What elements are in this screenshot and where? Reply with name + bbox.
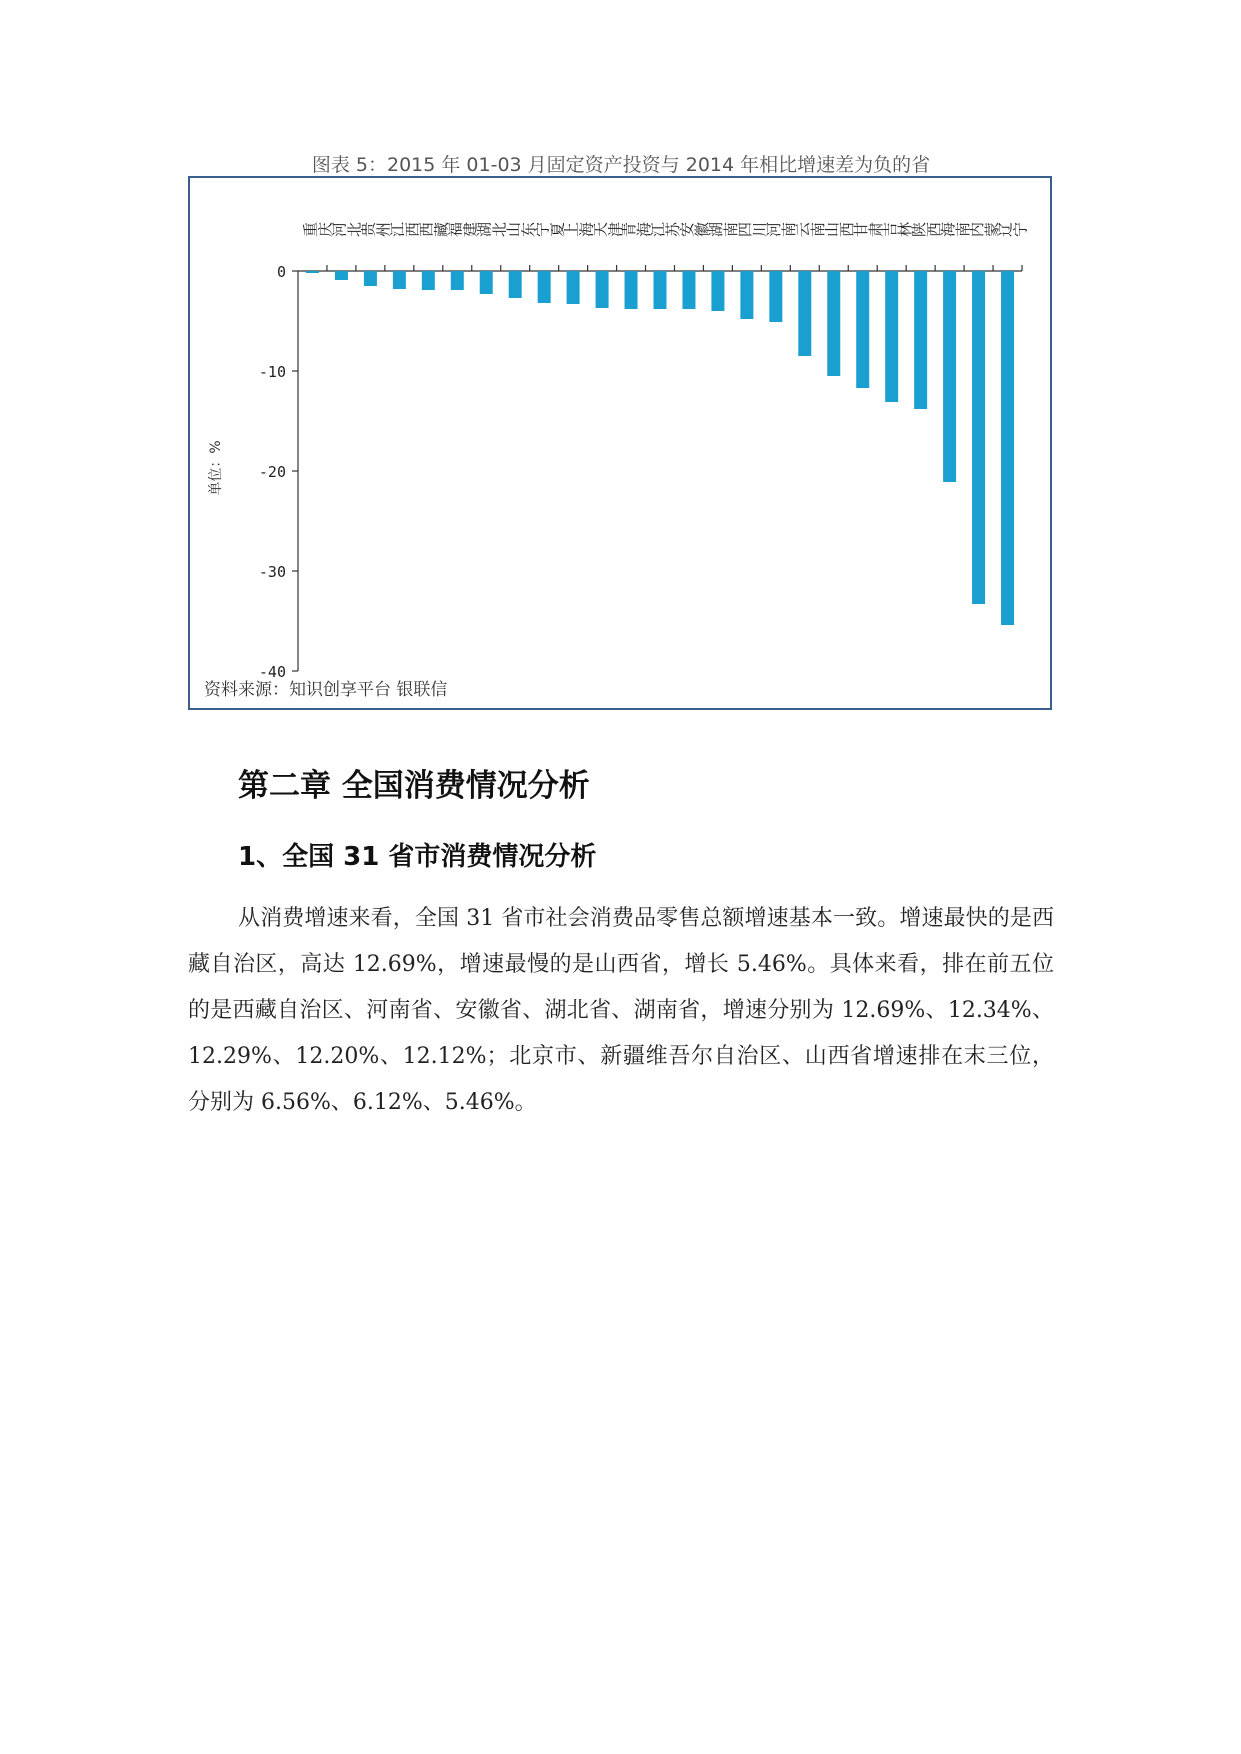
bar — [856, 271, 869, 388]
category-label: 吉林 — [881, 221, 912, 239]
y-tick-label: -10 — [258, 363, 286, 381]
bar-chart — [188, 176, 1052, 710]
bar — [740, 271, 753, 319]
category-label: 湖南 — [707, 221, 738, 239]
bar — [393, 271, 406, 289]
figure-caption: 图表 5：2015 年 01-03 月固定资产投资与 2014 年相比增速差为负的省 — [311, 154, 931, 176]
bar — [769, 271, 782, 322]
category-label: 安徽 — [678, 221, 709, 239]
chart-svg — [190, 178, 1050, 708]
category-label: 江苏 — [650, 221, 680, 239]
y-tick-label: -30 — [258, 563, 286, 581]
category-label: 西藏 — [418, 221, 449, 239]
category-label: 青海 — [621, 221, 652, 239]
category-label: 宁夏 — [534, 221, 565, 239]
bar — [480, 271, 493, 294]
bar — [335, 271, 348, 280]
category-label: 河北 — [331, 221, 362, 239]
bar — [711, 271, 724, 311]
category-label: 江西 — [389, 221, 420, 239]
bar — [972, 271, 985, 604]
bar — [827, 271, 840, 376]
category-label: 辽宁 — [997, 221, 1028, 239]
bar — [596, 271, 609, 308]
category-label: 海南 — [939, 221, 970, 239]
category-label: 天津 — [592, 221, 623, 239]
bar — [625, 271, 638, 309]
bar — [682, 271, 695, 309]
bar — [798, 271, 811, 356]
bar — [943, 271, 956, 482]
bar — [914, 271, 927, 409]
category-label: 福建 — [447, 221, 478, 239]
bar — [306, 271, 319, 273]
bar — [422, 271, 435, 290]
category-label: 湖北 — [476, 221, 507, 239]
bar — [509, 271, 522, 298]
category-label: 上海 — [563, 221, 594, 239]
category-label: 四川 — [736, 221, 767, 239]
category-label: 陕西 — [910, 221, 941, 239]
category-label: 重庆 — [302, 221, 333, 239]
category-label: 贵州 — [360, 221, 391, 239]
bar — [364, 271, 377, 286]
bar — [451, 271, 464, 290]
chart-source: 资料来源：知识创享平台 银联信 — [204, 680, 448, 700]
body-paragraph: 从消费增速来看，全国 31 省市社会消费品零售总额增速基本一致。增速最快的是西藏自治区，高达 12.69%，增速最慢的是山西省，增长 5.46%。具体来看，排在前五位的是西藏自治区、河南省、安徽省、湖北省、湖南省，增速分别为 12.69%、12.34%、12.29%、12.20%、12.12%；北京市、新疆维吾尔自治区、山西省增速排在末三位，分别为 6.56%、6.12%、5.46%。 — [188, 906, 1054, 1115]
category-label: 甘肃 — [852, 221, 883, 239]
bar — [1001, 271, 1014, 625]
y-axis-title: 单位：% — [208, 440, 224, 496]
bar — [885, 271, 898, 402]
category-label: 山西 — [823, 221, 854, 239]
y-tick-label: -20 — [258, 463, 286, 481]
bar — [538, 271, 551, 303]
category-label: 云南 — [794, 221, 825, 239]
category-label: 山东 — [505, 221, 536, 239]
y-tick-label: -40 — [258, 663, 286, 681]
category-label: 河南 — [765, 221, 796, 239]
chapter-title: 第二章 全国消费情况分析 — [238, 768, 590, 804]
y-tick-label: 0 — [276, 263, 286, 281]
category-label: 内蒙 — [968, 221, 999, 239]
bar — [654, 271, 667, 309]
section-title: 1、全国 31 省市消费情况分析 — [238, 842, 597, 872]
bar — [567, 271, 580, 304]
